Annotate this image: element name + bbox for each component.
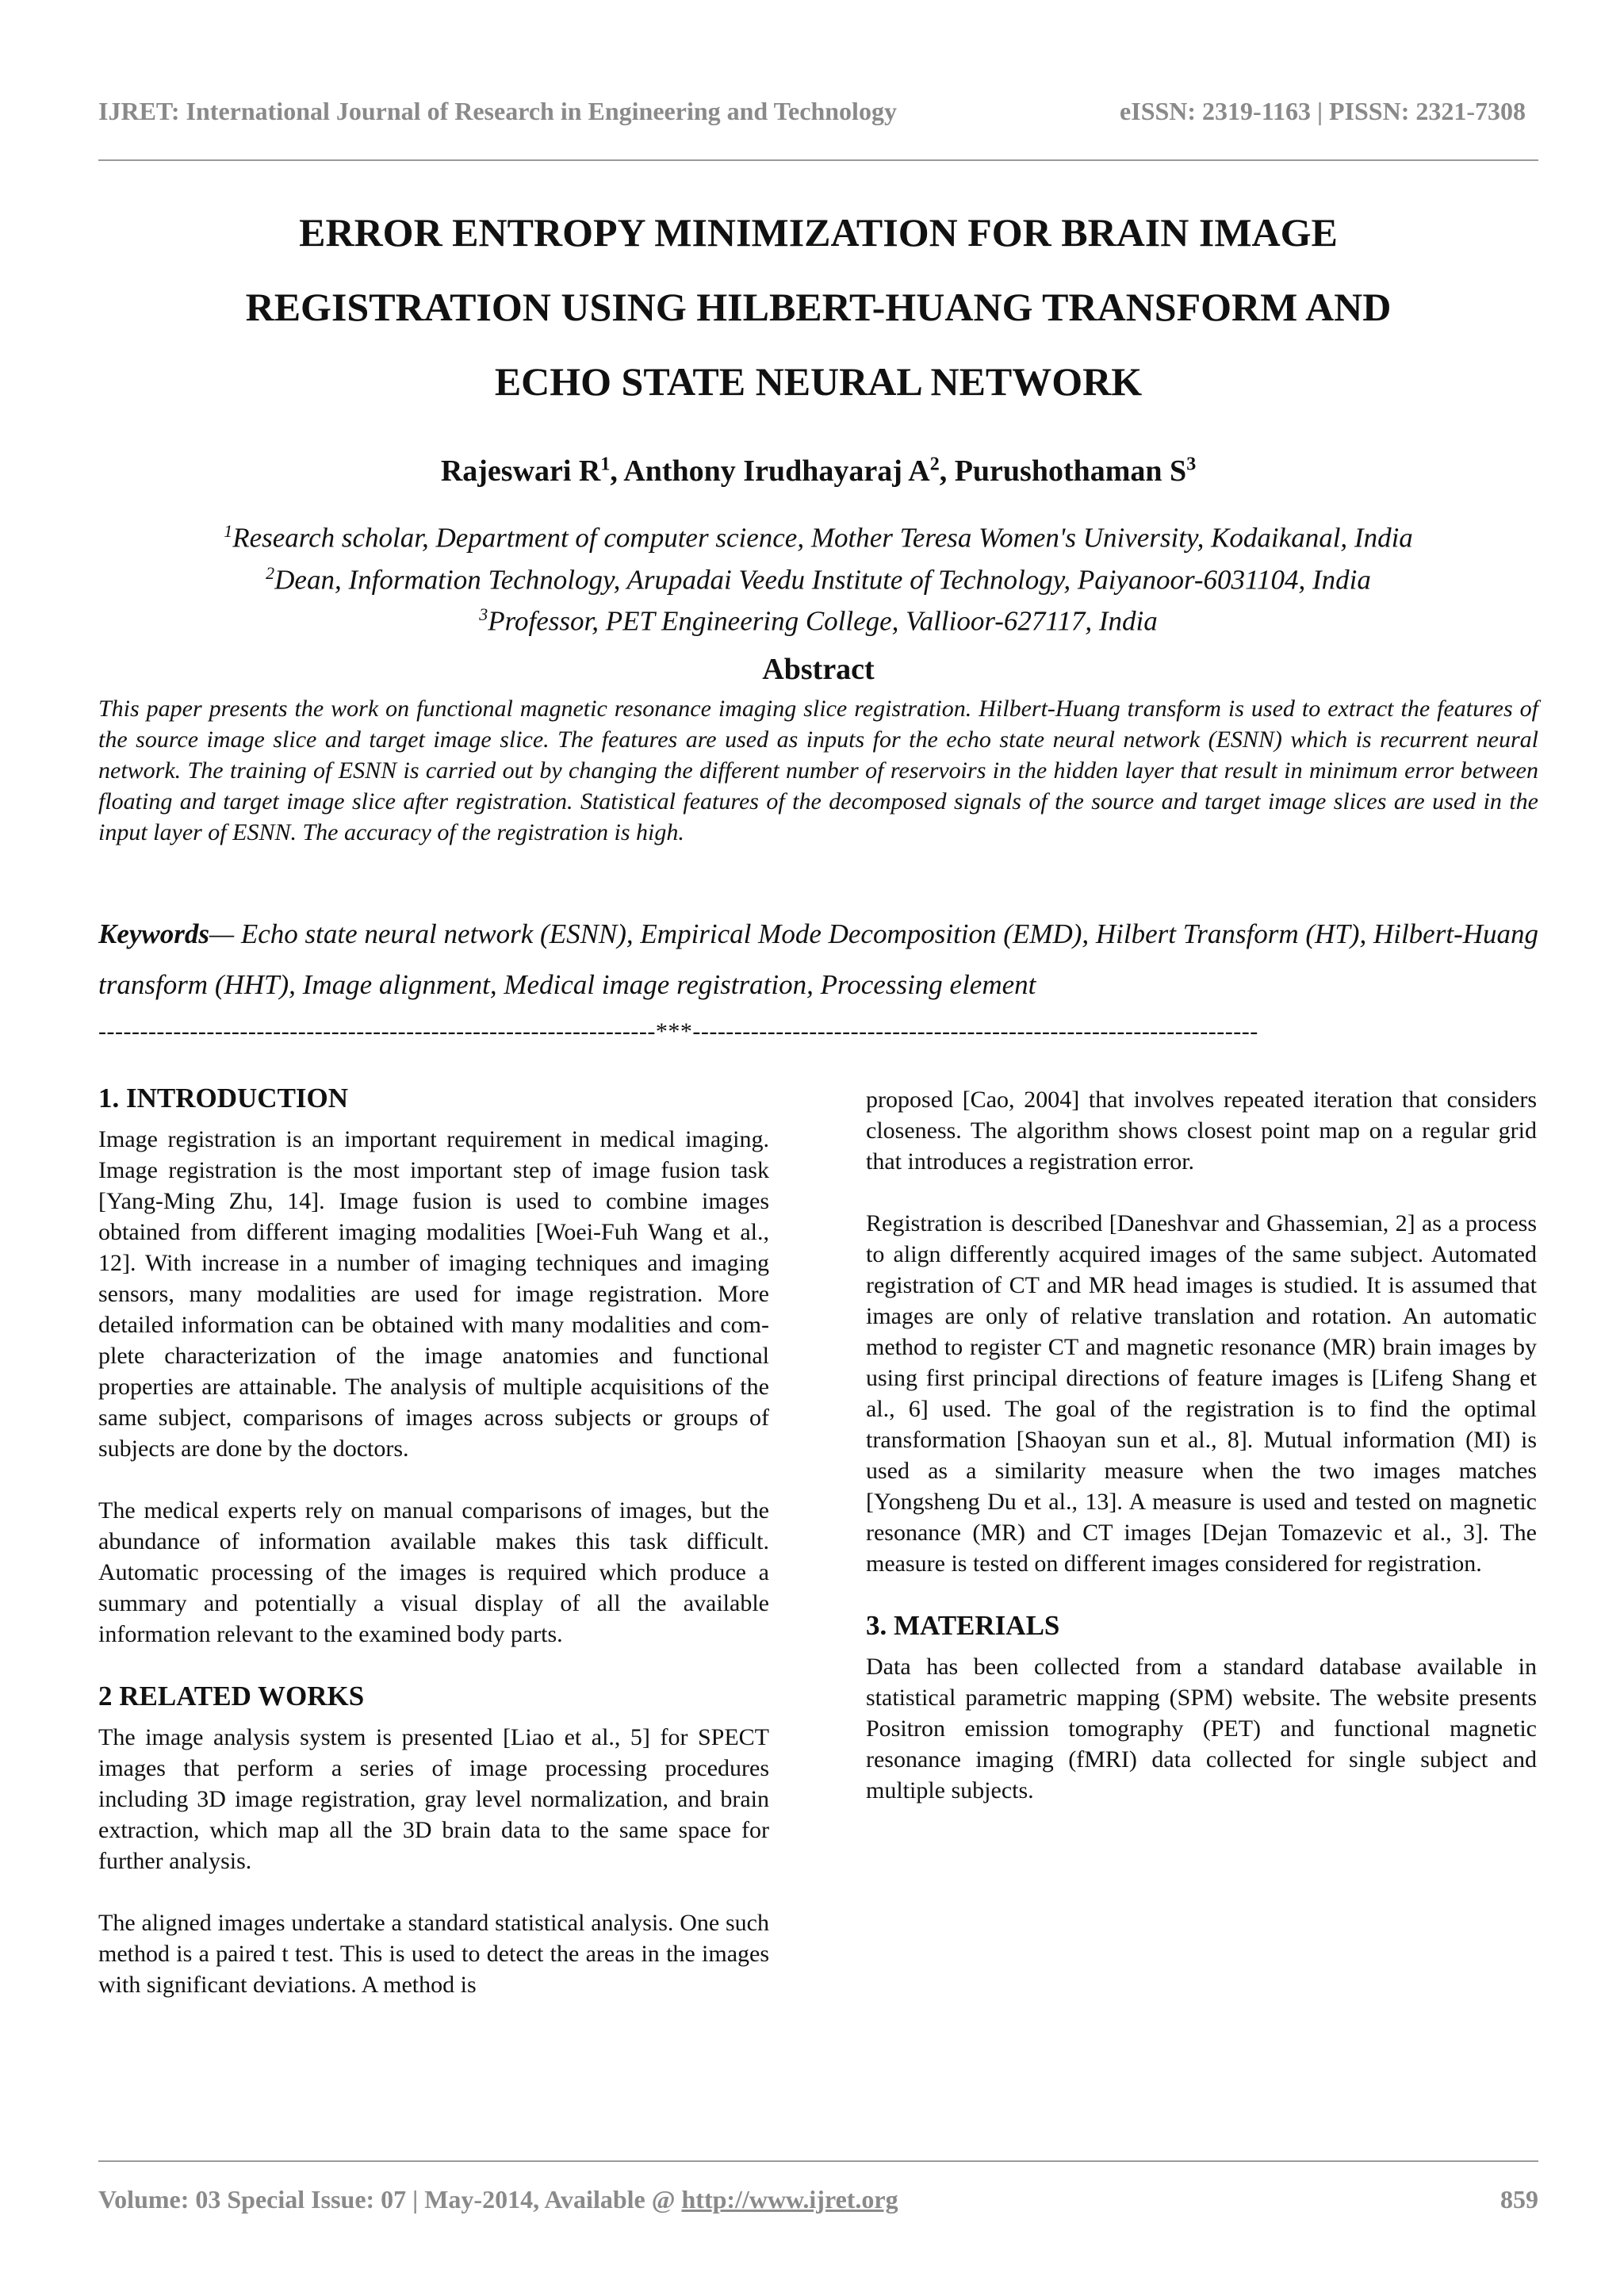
- affiliation-sup: 1: [224, 521, 233, 541]
- keywords-label: Keywords: [98, 918, 209, 949]
- keywords-text: — Echo state neural network (ESNN), Empirical Mode Decomposition (EMD), Hilbert Transform (HT), Hilbert-Huang transform (HHT), Image alignment, Medical image registration, Processing element: [98, 918, 1538, 1000]
- running-footer: [98, 2185, 1538, 2214]
- title-line-2: REGISTRATION USING HILBERT-HUANG TRANSFORM AND: [245, 285, 1392, 329]
- header-divider: [98, 159, 1538, 161]
- affiliations: [98, 514, 1538, 639]
- right-column: [866, 1084, 1537, 1837]
- journal-name: IJRET: International Journal of Research in Engineering and Technology: [98, 97, 897, 125]
- author-name: Purushothaman S: [954, 454, 1187, 488]
- affiliation-sup: 3: [479, 604, 488, 625]
- title-line-1: ERROR ENTROPY MINIMIZATION FOR BRAIN IMAGE: [299, 210, 1338, 255]
- title-line-3: ECHO STATE NEURAL NETWORK: [494, 359, 1143, 404]
- affiliation-text: Research scholar, Department of computer science, Mother Teresa Women's University, Kodaikanal, India: [232, 522, 1413, 554]
- paragraph: Data has been collected from a standard database available in statistical parametric mapping (SPM) website. The website presents Positron emission tomography (PET) and functional magnetic resonance imaging (fMRI) data collected for single subject and multiple subjects.: [866, 1654, 1537, 1803]
- journal-website-link[interactable]: http://www.ijret.org: [681, 2185, 898, 2214]
- author-name: Rajeswari R: [440, 454, 601, 488]
- page-number: 859: [1500, 2185, 1538, 2214]
- author-sup: 1: [600, 454, 611, 475]
- volume-text: Volume: 03 Special Issue: 07 | May-2014, Available @: [98, 2185, 682, 2214]
- affiliation-line: [98, 514, 1538, 556]
- abstract-heading: Abstract: [762, 653, 875, 686]
- issn-info: eISSN: 2319-1163 | PISSN: 2321-7308: [1120, 97, 1526, 125]
- affiliation-text: Professor, PET Engineering College, Vallioor-627117, India: [488, 605, 1158, 637]
- paper-title: [98, 195, 1538, 419]
- paragraph: Image registration is an important requirement in medical imaging. Image registration is the most important step of image fusion task [Yang-Ming Zhu, 14]. Image fusion is used to combine images obtained from different imaging modalities [Woei-Fuh Wang et al., 12]. With increase in a number of imaging techniques and imaging sensors, many modalities are used for image registration. More detailed information can be obtained with many modalities and complete characterization of the image anatomies and functional properties are attainable. The analysis of multiple acquisitions of the same subject, comparisons of images across subjects or groups of subjects are done by the doctors.: [98, 1126, 769, 1462]
- section-heading-introduction: 1. INTRODUCTION: [98, 1083, 349, 1114]
- paragraph: The aligned images undertake a standard statistical analysis. One such method is a paired t test. This is used to detect the areas in the images with significant deviations. A method is: [98, 1910, 769, 1998]
- paragraph: The medical experts rely on manual comparisons of images, but the abundance of information available makes this task difficult. Automatic processing of the images is required which produce a summary and potentially a visual display of all the available information relevant to the examined body parts.: [98, 1497, 769, 1647]
- keywords: [98, 909, 1538, 1010]
- abstract-body: This paper presents the work on functional magnetic resonance imaging slice registration. Hilbert-Huang transform is used to extract the features of the source image slice and target image slice. The features are used as inputs for the echo state neural network (ESNN) which is recurrent neural network. The training of ESNN is carried out by changing the different number of reservoirs in the hidden layer that result in minimum error between floating and target image slice after registration. Statistical features of the decomposed signals of the source and target image slices are used in the input layer of ESNN. The accuracy of the registration is high.: [98, 696, 1538, 845]
- footer-divider: [98, 2160, 1538, 2162]
- section-heading-materials: 3. MATERIALS: [866, 1610, 1060, 1641]
- author-sup: 3: [1186, 454, 1197, 475]
- section-heading-related-works: 2 RELATED WORKS: [98, 1681, 365, 1711]
- affiliation-text: Dean, Information Technology, Arupadai Veedu Institute of Technology, Paiyanoor-6031104, India: [274, 564, 1371, 596]
- running-header: [98, 97, 1526, 126]
- affiliation-line: [98, 597, 1538, 639]
- paragraph: The image analysis system is presented [Liao et al., 5] for SPECT images that perform a series of image processing procedures including 3D image registration, gray level normalization, and brain extraction, which map all the 3D brain data to the same space for further analysis.: [98, 1724, 769, 1874]
- author-list: Rajeswari $R^1$, Anthony Irudhayaraj $A^2$, Purushothaman $S^3$: [440, 454, 1197, 488]
- author-sup: 2: [929, 454, 940, 475]
- affiliation-sup: 2: [266, 562, 275, 583]
- left-column: [98, 1083, 769, 2031]
- paragraph: Registration is described [Daneshvar and Ghassemian, 2] as a process to align differently acquired images of the same subject. Automated registration of CT and MR head images is studied. It is assumed that images are only of relative translation and rotation. An automatic method to register CT and magnetic resonance (MR) brain images by using first principal directions of feature images is [Lifeng Shang et al., 6] used. The goal of the registration is to find the optimal transformation [Shaoyan sun et al., 8]. Mutual information (MI) is used as a similarity measure when the two images matches [Yongsheng Du et al., 13]. A measure is used and tested on magnetic resonance (MR) and CT images [Dejan Tomazevic et al., 3]. The measure is tested on different images considered for registration.: [866, 1210, 1537, 1577]
- section-separator: -------------------------------------------------------------------***--------------------------------------------------------------------: [98, 1018, 1258, 1045]
- author-name: Anthony Irudhayaraj A: [623, 454, 930, 488]
- affiliation-line: [98, 556, 1538, 598]
- paragraph: proposed [Cao, 2004] that involves repeated iteration that considers closeness. The algorithm shows closest point map on a regular grid that introduces a registration error.: [866, 1087, 1537, 1175]
- footer-volume-info: [98, 2185, 898, 2214]
